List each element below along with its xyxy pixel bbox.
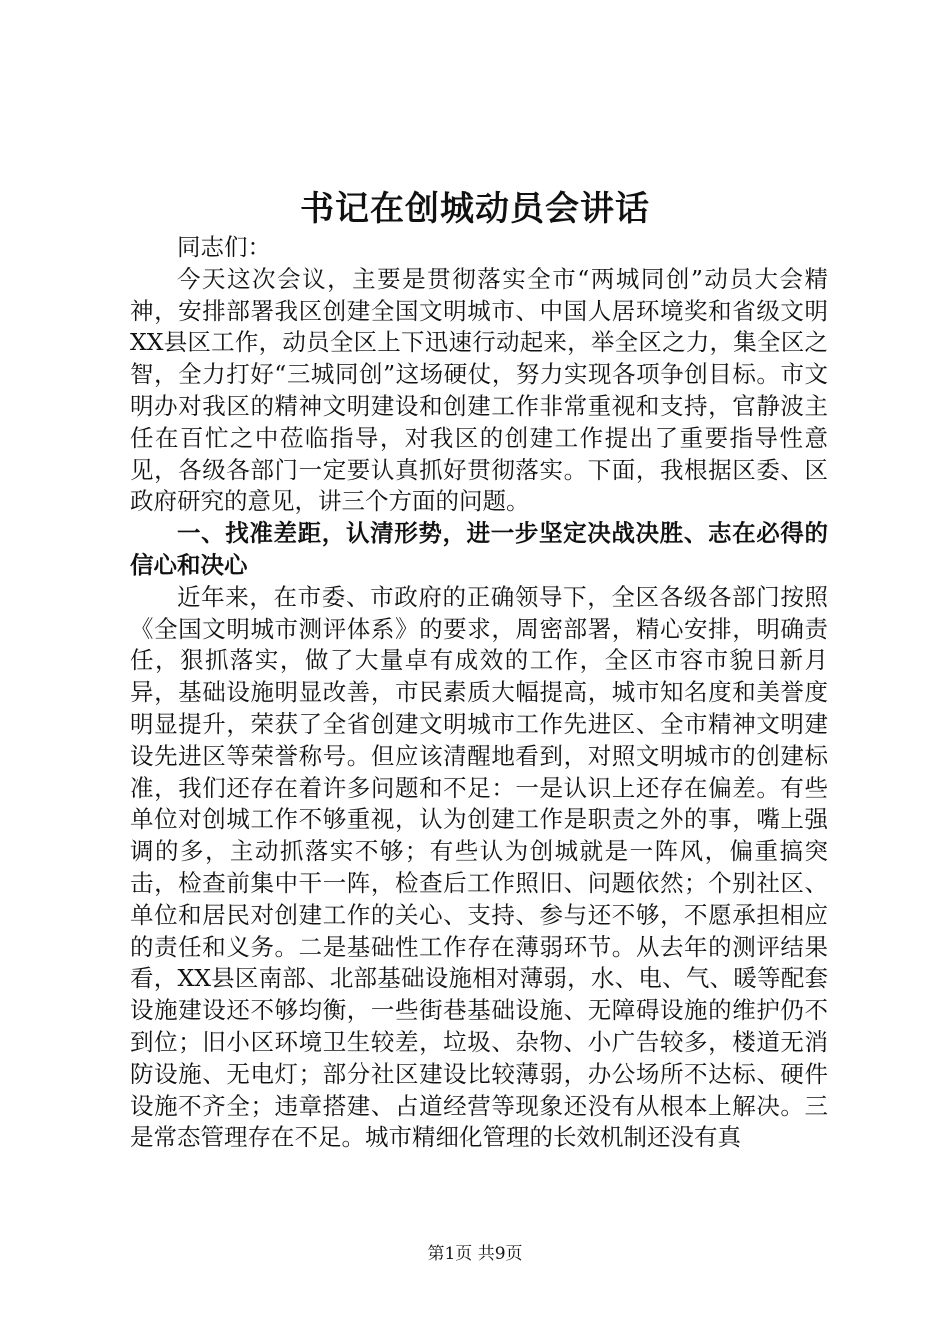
section-heading: 一、找准差距，认清形势，进一步坚定决战决胜、志在必得的信心和决心: [130, 519, 828, 579]
page-number: 第1页 共9页: [427, 1244, 523, 1264]
document-title: 书记在创城动员会讲话: [300, 189, 650, 229]
document-body: [130, 232, 828, 1154]
salutation: 同志们：: [177, 233, 271, 261]
body-paragraph: 近年来，在市委、市政府的正确领导下，全区各级各部门按照《全国文明城市测评体系》的要求，周密部署，精心安排，明确责任，狠抓落实，做了大量卓有成效的工作，全区市容市貌日新月异，基础设施明显改善，市民素质大幅提高，城市知名度和美誉度明显提升，荣获了全省创建文明城市工作先进区、全市精神文明建设先进区等荣誉称号。但应该清醒地看到，对照文明城市的创建标准，我们还存在着许多问题和不足：一是认识上还存在偏差。有些单位对创城工作不够重视，认为创建工作是职责之外的事，嘴上强调的多，主动抓落实不够；有些认为创城就是一阵风，偏重搞突击，检查前集中干一阵，检查后工作照旧、问题依然；个别社区、单位和居民对创建工作的关心、支持、参与还不够，不愿承担相应的责任和义务。二是基础性工作存在薄弱环节。从去年的测评结果看，XX县区南部、北部基础设施相对薄弱，水、电、气、暖等配套设施建设还不够均衡，一些街巷基础设施、无障碍设施的维护仍不到位；旧小区环境卫生较差，垃圾、杂物、小广告较多，楼道无消防设施、无电灯；部分社区建设比较薄弱，办公场所不达标、硬件设施不齐全；违章搭建、占道经营等现象还没有从根本上解决。三是常态管理存在不足。城市精细化管理的长效机制还没有真: [130, 582, 828, 1152]
body-paragraph: 今天这次会议，主要是贯彻落实全市“两城同创”动员大会精神，安排部署我区创建全国文明城市、中国人居环境奖和省级文明XX县区工作，动员全区上下迅速行动起来，举全区之力，集全区之智，全力打好“三城同创”这场硬仗，努力实现各项争创目标。市文明办对我区的精神文明建设和创建工作非常重视和支持，官静波主任在百忙之中莅临指导，对我区的创建工作提出了重要指导性意见，各级各部门一定要认真抓好贯彻落实。下面，我根据区委、区政府研究的意见，讲三个方面的问题。: [130, 264, 828, 516]
